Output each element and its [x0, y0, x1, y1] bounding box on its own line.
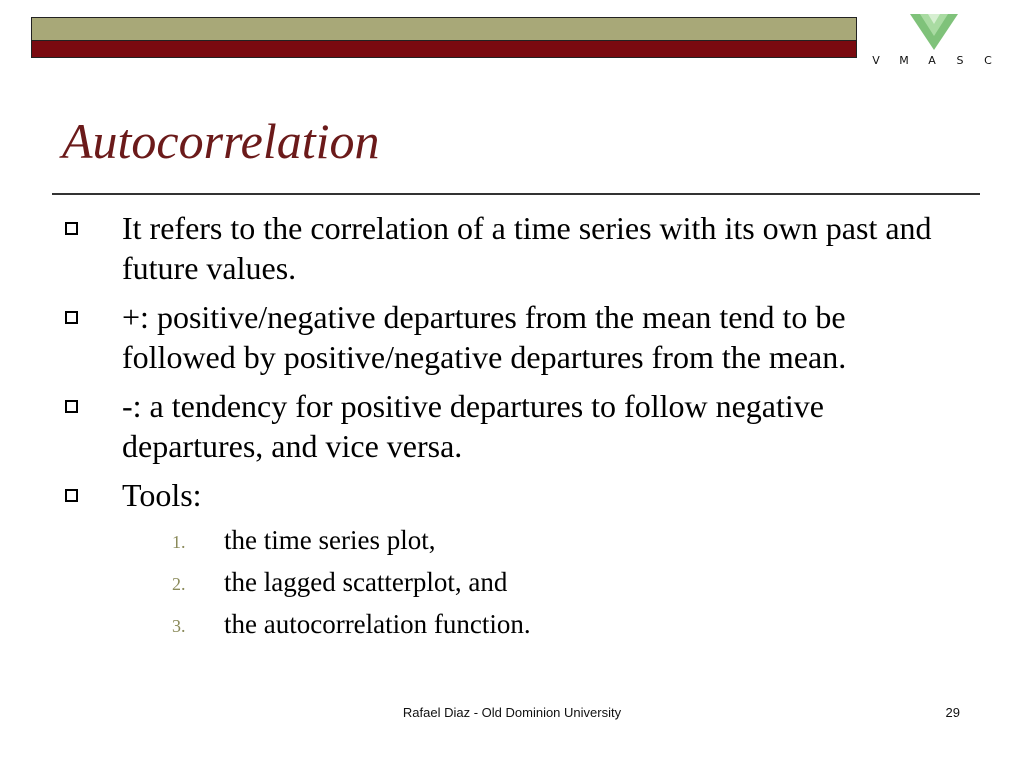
slide-title: Autocorrelation [62, 113, 380, 169]
list-item-text: the lagged scatterplot, and [224, 567, 508, 597]
bullet-item [62, 475, 962, 645]
title-divider [52, 193, 980, 195]
logo-letter: S [956, 54, 964, 67]
logo-letter: M [899, 54, 909, 67]
square-bullet-icon [65, 311, 78, 324]
bullet-text: -: a tendency for positive departures to follow negative departures, and vice versa. [122, 388, 824, 464]
logo-letter: A [928, 54, 936, 67]
list-item-text: the time series plot, [224, 525, 436, 555]
list-number: 2. [172, 574, 186, 594]
page-number: 29 [945, 705, 960, 720]
tools-list-item [172, 519, 962, 561]
list-number: 3. [172, 616, 186, 636]
square-bullet-icon [65, 400, 78, 413]
bullet-text: +: positive/negative departures from the mean tend to be followed by positive/negative departures from the mean. [122, 299, 847, 375]
vmasc-logo [862, 10, 1002, 70]
bullet-list [62, 208, 962, 654]
header-bar-bottom [31, 41, 857, 58]
logo-letter: V [872, 54, 880, 67]
logo-letter: C [984, 54, 992, 67]
square-bullet-icon [65, 222, 78, 235]
tools-list-item [172, 603, 962, 645]
header-bar-top [31, 17, 857, 41]
bullet-item [62, 297, 962, 377]
tools-list [122, 519, 962, 645]
vmasc-logo-icon [862, 10, 1002, 54]
logo-lettering [862, 54, 1002, 67]
bullet-text: It refers to the correlation of a time series with its own past and future values. [122, 210, 932, 286]
bullet-item [62, 386, 962, 466]
bullet-text: Tools: [122, 477, 202, 513]
bullet-item [62, 208, 962, 288]
tools-list-item [172, 561, 962, 603]
footer-author: Rafael Diaz - Old Dominion University [402, 705, 622, 720]
list-number: 1. [172, 532, 186, 552]
square-bullet-icon [65, 489, 78, 502]
list-item-text: the autocorrelation function. [224, 609, 531, 639]
